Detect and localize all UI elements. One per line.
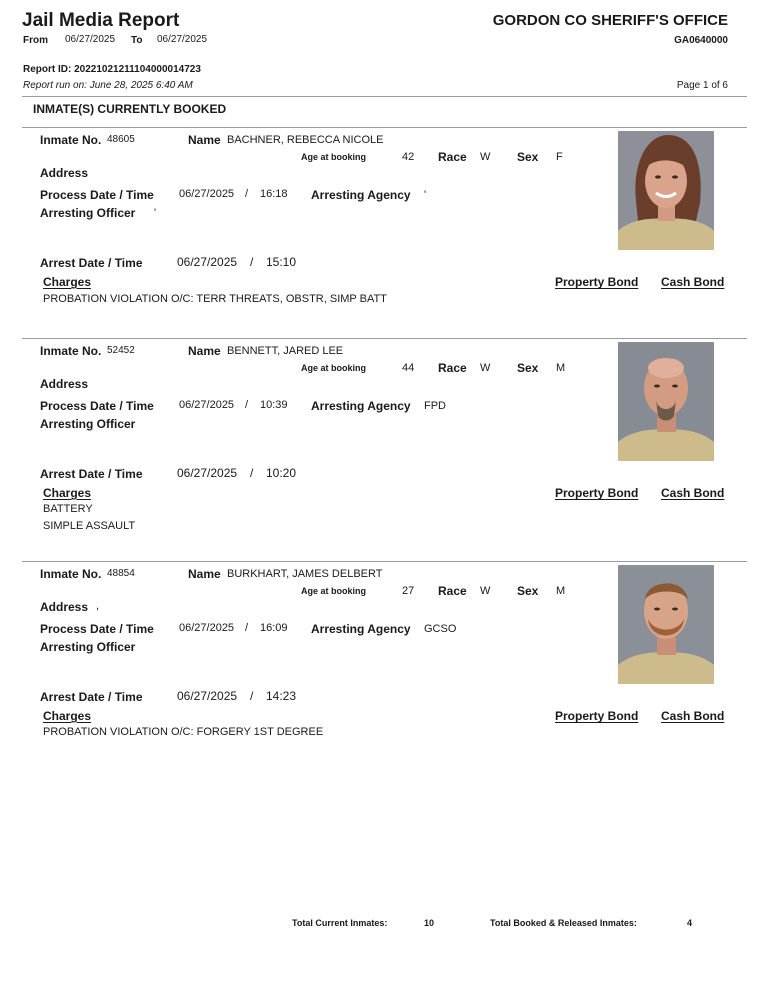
charges-label: Charges (43, 709, 92, 723)
officer-label: Arresting Officer (40, 206, 136, 220)
age-label: Age at booking (301, 152, 366, 162)
address-label: Address (40, 600, 89, 614)
charge-item: BATTERY (43, 503, 93, 515)
name-label: Name (188, 133, 221, 147)
from-label: From (23, 35, 48, 46)
age-label: Age at booking (301, 586, 366, 596)
race-value: W (480, 151, 491, 163)
name-label: Name (188, 344, 221, 358)
process-label: Process Date / Time (40, 622, 154, 636)
process-time: 10:39 (260, 399, 288, 411)
process-time: 16:09 (260, 622, 288, 634)
race-value: W (480, 362, 491, 374)
mugshot-photo (618, 342, 714, 461)
arrest-date: 06/27/2025 (177, 466, 238, 480)
sex-value: M (556, 585, 566, 597)
arrest-label: Arrest Date / Time (40, 467, 143, 481)
race-label: Race (438, 150, 467, 164)
agency-value: FPD (424, 400, 446, 412)
inmate-name: BURKHART, JAMES DELBERT (227, 568, 383, 580)
mugshot-photo-image (618, 342, 714, 461)
sex-label: Sex (517, 584, 539, 598)
mugshot-photo (618, 565, 714, 684)
age-value: 42 (402, 151, 415, 163)
arrest-time: 10:20 (266, 466, 297, 480)
property-bond-label: Property Bond (555, 275, 639, 289)
total-current-label: Total Current Inmates: (292, 918, 388, 928)
mugshot-photo (618, 131, 714, 250)
inmate-no-label: Inmate No. (40, 133, 102, 147)
inmate-name: BENNETT, JARED LEE (227, 345, 344, 357)
total-released-value: 4 (687, 918, 693, 928)
process-date: 06/27/2025 (179, 399, 235, 411)
slash: / (245, 399, 249, 411)
charges-label: Charges (43, 486, 92, 500)
property-bond-label: Property Bond (555, 486, 639, 500)
charges-label: Charges (43, 275, 92, 289)
total-released-label: Total Booked & Released Inmates: (490, 918, 637, 928)
officer-label: Arresting Officer (40, 640, 136, 654)
mugshot-photo-image (618, 131, 714, 250)
process-label: Process Date / Time (40, 188, 154, 202)
total-current-value: 10 (424, 918, 435, 928)
agency-label: Arresting Agency (311, 622, 411, 636)
report-id: Report ID: 20221021211104000014723 (23, 64, 201, 75)
cash-bond-label: Cash Bond (661, 486, 725, 500)
sex-label: Sex (517, 150, 539, 164)
cash-bond-label: Cash Bond (661, 709, 725, 723)
slash: / (250, 255, 254, 269)
address-value: , (96, 600, 100, 612)
slash: / (250, 689, 254, 703)
record-divider (22, 338, 747, 339)
arrest-date: 06/27/2025 (177, 255, 238, 269)
name-label: Name (188, 567, 221, 581)
inmate-no-value: 52452 (107, 345, 135, 356)
record-divider (22, 561, 747, 562)
charge-item: PROBATION VIOLATION O/C: FORGERY 1ST DEGREE (43, 726, 324, 738)
arrest-time: 15:10 (266, 255, 297, 269)
agency-label: Arresting Agency (311, 188, 411, 202)
charge-item: PROBATION VIOLATION O/C: TERR THREATS, OBSTR, SIMP BATT (43, 293, 387, 305)
cash-bond-label: Cash Bond (661, 275, 725, 289)
age-value: 27 (402, 585, 415, 597)
sex-value: F (556, 151, 563, 163)
page-number: Page 1 of 6 (676, 80, 728, 91)
race-label: Race (438, 361, 467, 375)
process-time: 16:18 (260, 188, 288, 200)
section-divider (22, 127, 747, 128)
race-label: Race (438, 584, 467, 598)
inmate-no-value: 48854 (107, 568, 135, 579)
process-date: 06/27/2025 (179, 622, 235, 634)
agency-label: Arresting Agency (311, 399, 411, 413)
inmate-no-label: Inmate No. (40, 567, 102, 581)
officer-value: ' (154, 207, 157, 219)
agency-value: ' (424, 189, 427, 201)
age-label: Age at booking (301, 363, 366, 373)
process-date: 06/27/2025 (179, 188, 235, 200)
inmate-name: BACHNER, REBECCA NICOLE (227, 134, 384, 146)
report-title: Jail Media Report (22, 10, 180, 31)
slash: / (245, 622, 249, 634)
report-run-on: Report run on: June 28, 2025 6:40 AM (23, 80, 193, 91)
slash: / (245, 188, 249, 200)
slash: / (250, 466, 254, 480)
arrest-date: 06/27/2025 (177, 689, 238, 703)
section-title: INMATE(S) CURRENTLY BOOKED (33, 102, 227, 116)
charge-item: SIMPLE ASSAULT (43, 520, 136, 532)
race-value: W (480, 585, 491, 597)
arrest-time: 14:23 (266, 689, 297, 703)
agency-name: GORDON CO SHERIFF'S OFFICE (492, 12, 728, 29)
inmate-no-value: 48605 (107, 134, 135, 145)
to-label: To (131, 35, 143, 46)
ori-code: GA0640000 (674, 35, 728, 46)
mugshot-photo-image (618, 565, 714, 684)
arrest-label: Arrest Date / Time (40, 256, 143, 270)
from-date: 06/27/2025 (65, 34, 116, 45)
sex-value: M (556, 362, 566, 374)
arrest-label: Arrest Date / Time (40, 690, 143, 704)
to-date: 06/27/2025 (157, 34, 208, 45)
address-label: Address (40, 377, 89, 391)
address-label: Address (40, 166, 89, 180)
agency-value: GCSO (424, 623, 457, 635)
age-value: 44 (402, 362, 415, 374)
sex-label: Sex (517, 361, 539, 375)
officer-label: Arresting Officer (40, 417, 136, 431)
property-bond-label: Property Bond (555, 709, 639, 723)
process-label: Process Date / Time (40, 399, 154, 413)
inmate-no-label: Inmate No. (40, 344, 102, 358)
header-divider (22, 96, 747, 97)
